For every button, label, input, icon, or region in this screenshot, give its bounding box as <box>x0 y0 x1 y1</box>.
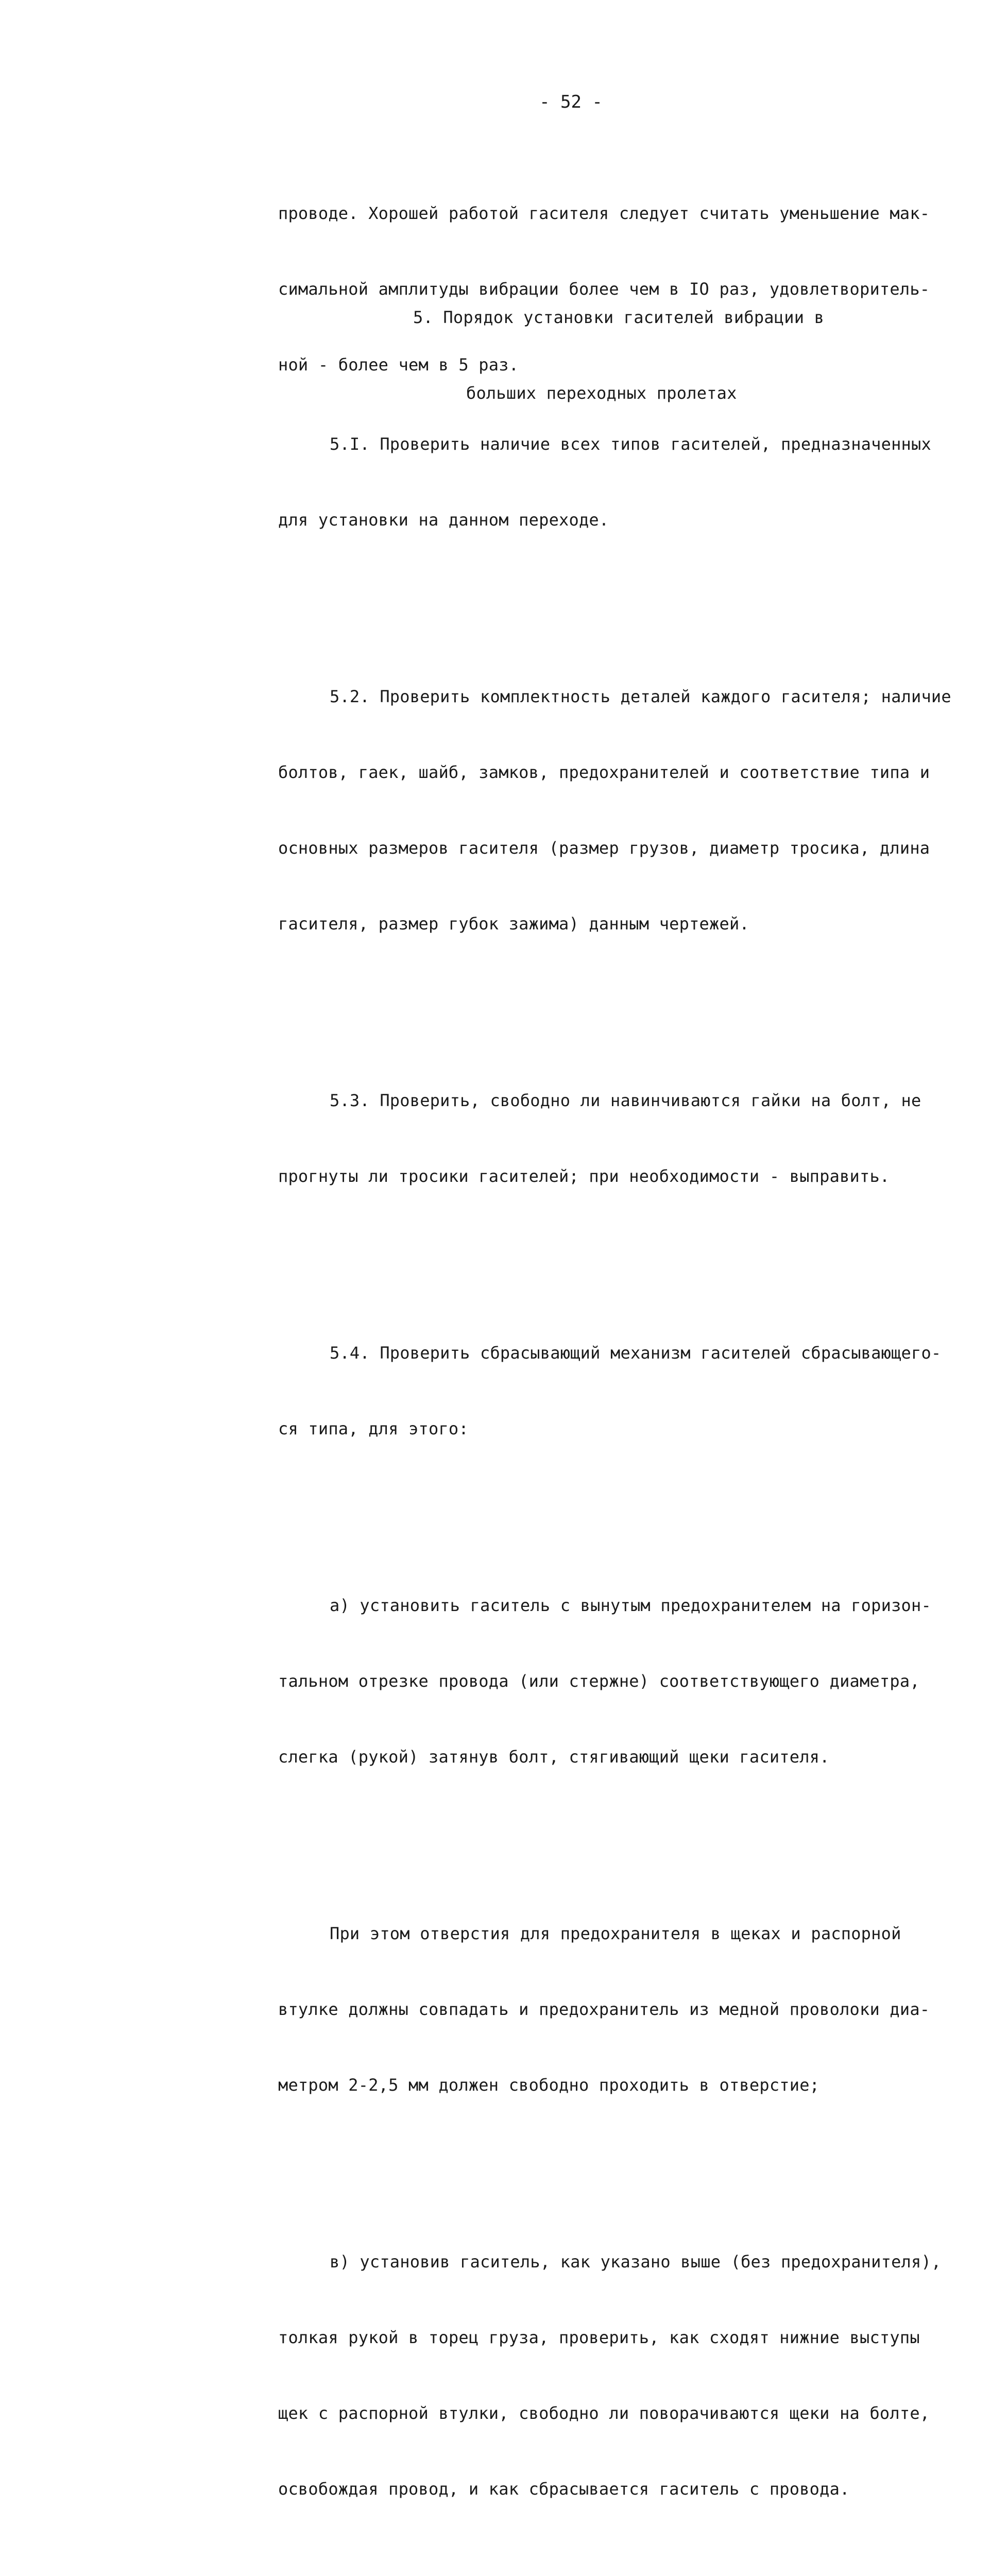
text-line: а) установить гаситель с вынутым предохранителем на горизон- <box>330 1596 931 1615</box>
item-5-2 <box>278 634 979 987</box>
item-5-4-v <box>278 2199 979 2552</box>
text-line: 5.I. Проверить наличие всех типов гасителей, предназначенных <box>330 434 931 454</box>
text-line: гасителя, размер губок зажима) данным чертежей. <box>278 914 749 934</box>
section-heading-line: 5. Порядок установки гасителей вибрации в <box>413 308 825 327</box>
text-line: толкая рукой в торец груза, проверить, как сходят нижние выступы <box>278 2328 920 2347</box>
text-line: тальном отрезке провода (или стержне) соответствующего диаметра, <box>278 1671 920 1691</box>
section-heading-line: больших переходных пролетах <box>466 383 737 403</box>
text-line: ся типа, для этого: <box>278 1419 469 1438</box>
text-line: слегка (рукой) затянув болт, стягивающий щеки гасителя. <box>278 1747 830 1767</box>
text-line: болтов, гаек, шайб, замков, предохранителей и соответствие типа и <box>278 762 930 782</box>
text-line: щек с распорной втулки, свободно ли поворачиваются щеки на болте, <box>278 2403 930 2423</box>
text-line: 5.3. Проверить, свободно ли навинчиваются гайки на болт, не <box>330 1091 921 1110</box>
text-line: освобождая провод, и как сбрасывается гаситель с провода. <box>278 2479 850 2499</box>
text-line: основных размеров гасителя (размер грузов, диаметр тросика, длина <box>278 838 930 858</box>
page-number: - 52 - <box>539 92 603 112</box>
item-5-3 <box>278 1038 979 1240</box>
text-line: симальной амплитуды вибрации более чем в IO раз, удовлетворитель- <box>278 279 930 299</box>
item-5-4 <box>278 1290 979 1492</box>
text-line: проводе. Хорошей работой гасителя следует считать уменьшение мак- <box>278 204 930 223</box>
text-line: втулке должны совпадать и предохранитель из медной проволоки диа- <box>278 1999 930 2019</box>
text-line: 5.2. Проверить комплектность деталей каждого гасителя; наличие <box>330 687 951 706</box>
item-5-4-a <box>278 1543 979 1820</box>
item-5-1 <box>278 381 979 583</box>
text-line: в) установив гаситель, как указано выше (без предохранителя), <box>330 2252 942 2272</box>
item-5-4-note <box>278 1871 979 2148</box>
text-line: ной - более чем в 5 раз. <box>278 355 519 375</box>
text-line: 5.4. Проверить сбрасывающий механизм гасителей сбрасывающего- <box>330 1343 942 1363</box>
text-line: При этом отверстия для предохранителя в щеках и распорной <box>330 1924 901 1943</box>
text-line: метром 2-2,5 мм должен свободно проходить в отверстие; <box>278 2075 820 2095</box>
section-body <box>278 331 979 2576</box>
text-line: прогнуты ли тросики гасителей; при необходимости - выправить. <box>278 1166 890 1186</box>
text-line: для установки на данном переходе. <box>278 510 609 530</box>
